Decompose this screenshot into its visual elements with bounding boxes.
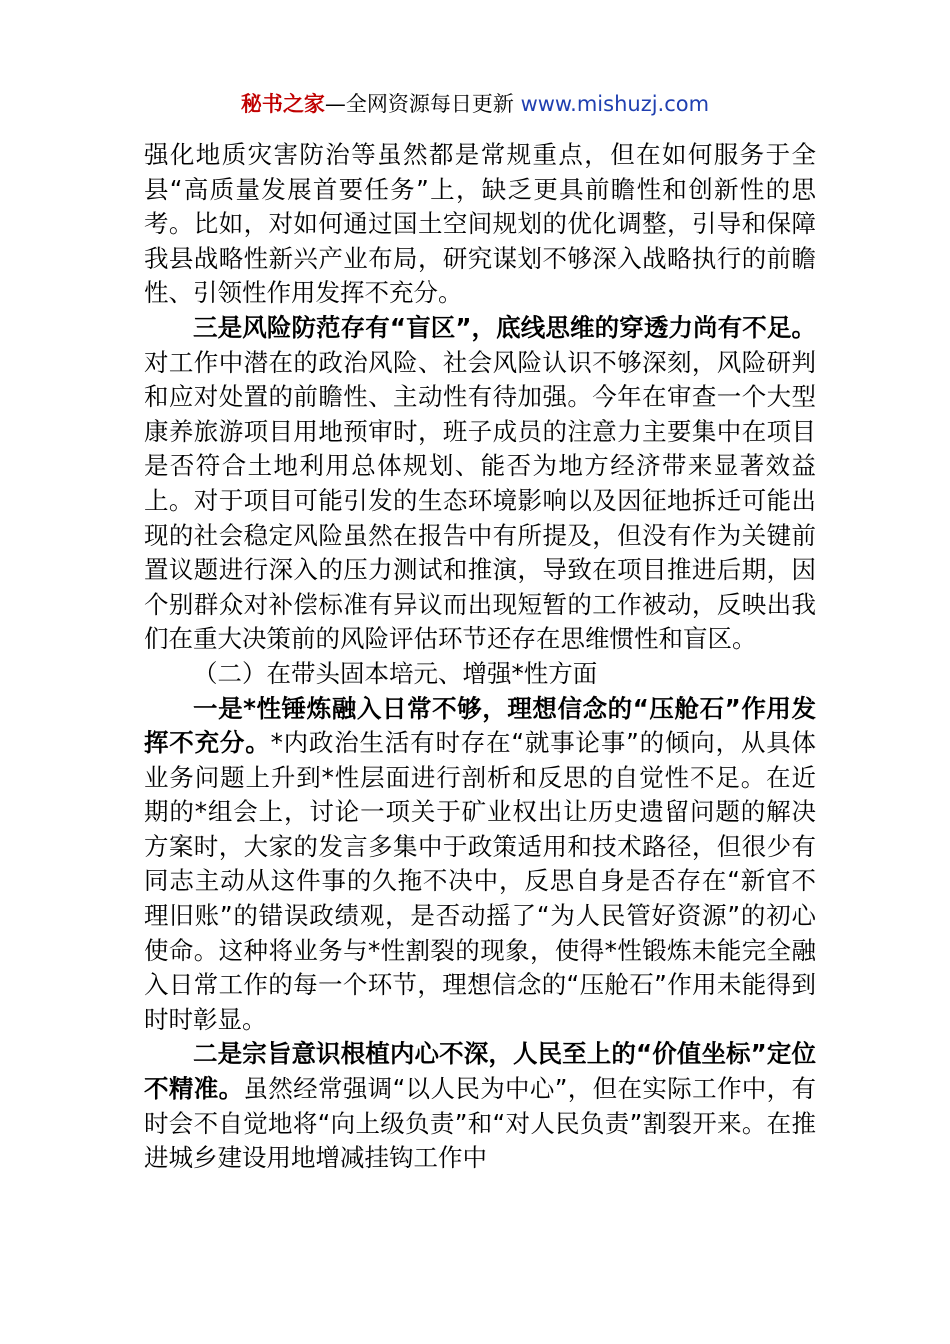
paragraph-text: 强化地质灾害防治等虽然都是常规重点，但在如何服务于全县“高质量发展首要任务”上，缺乏更具前瞻性和创新性的思考。比如，对如何通过国土空间规划的优化调整，引导和保障我县战略性新兴产业布局，研究谋划不够深入战略执行的前瞻性、引领性作用发挥不充分。 <box>144 140 816 308</box>
paragraph-heading: 三是风险防范存有“盲区”，底线思维的穿透力尚有不足。 <box>193 312 816 342</box>
header-tagline: —全网资源每日更新 <box>324 92 521 116</box>
document-body <box>144 138 816 1176</box>
paragraph-heading: 二是宗旨意识根植内心不深，人民至上的“价值坐标”定位不精准。 <box>144 1039 816 1104</box>
section-heading <box>144 657 816 692</box>
paragraph-continuation <box>144 138 816 311</box>
header-url[interactable]: www.mishuzj.com <box>520 92 710 116</box>
paragraph-heading: 一是*性锤炼融入日常不够，理想信念的“压舱石”作用发挥不充分。 <box>144 693 816 758</box>
paragraph-purpose-awareness <box>144 1037 816 1175</box>
brand-name: 秘书之家 <box>240 92 325 116</box>
paragraph-text: 对工作中潜在的政治风险、社会风险认识不够深刻，风险研判和应对处置的前瞻性、主动性有待加强。今年在审查一个大型康养旅游项目用地预审时，班子成员的注意力主要集中在项目是否符合土地利用总体规划、能否为地方经济带来显著效益上。对于项目可能引发的生态环境影响以及因征地拆迁可能出现的社会稳定风险虽然在报告中有所提及，但没有作为关键前置议题进行深入的压力测试和推演，导致在项目推进后期，因个别群众对补偿标准有异议而出现短暂的工作被动，反映出我们在重大决策前的风险评估环节还存在思维惯性和盲区。 <box>144 347 816 654</box>
section-heading-text: （二）在带头固本培元、增强*性方面 <box>193 658 598 688</box>
paragraph-text: *内政治生活有时存在“就事论事”的倾向，从具体业务问题上升到*性层面进行剖析和反思的自觉性不足。在近期的*组会上，讨论一项关于矿业权出让历史遗留问题的解决方案时，大家的发言多集中于政策适用和技术路径，但很少有同志主动从这件事的久拖不决中，反思自身是否存在“新官不理旧账”的错误政绩观，是否动摇了“为人民管好资源”的初心使命。这种将业务与*性割裂的现象，使得*性锻炼未能完全融入日常工作的每一个环节，理想信念的“压舱石”作用未能得到时时彰显。 <box>144 728 817 1034</box>
paragraph-text: 虽然经常强调“以人民为中心”，但在实际工作中，有时会不自觉地将“向上级负责”和“对人民负责”割裂开来。在推进城乡建设用地增减挂钩工作中 <box>144 1074 817 1173</box>
paragraph-risk-prevention <box>144 311 816 657</box>
paragraph-party-spirit <box>144 692 816 1038</box>
page-header <box>0 89 950 119</box>
